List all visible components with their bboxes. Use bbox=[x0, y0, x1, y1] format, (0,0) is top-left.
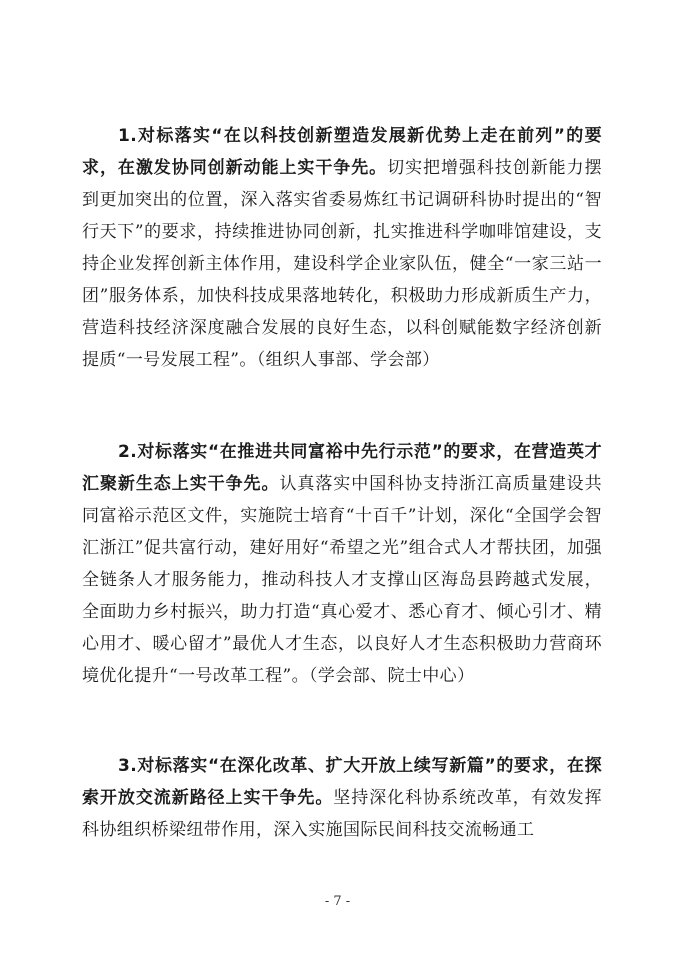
page-number: - 7 - bbox=[324, 894, 351, 909]
paragraph-2 bbox=[82, 436, 602, 692]
paragraph-2-body: 认真落实中国科协支持浙江高质量建设共同富裕示范区文件，实施院士培育“十百千”计划，深化“全国学会智汇浙江”促共富行动，建好用好“希望之光”组合式人才帮扶团，加强全链条人才服务能力，推动科技人才支撑山区海岛县跨越式发展，全面助力乡村振兴，助力打造“真心爱才、悉心育才、倾心引才、精心用才、暖心留才”最优人才生态，以良好人才生态积极助力营商环境优化提升“一号改革工程”。（学会部、院士中心） bbox=[82, 474, 602, 686]
paragraph-3-body: 坚持深化科协系统改革，有效发挥科协组织桥梁纽带作用，深入实施国际民间科技交流畅通工 bbox=[82, 788, 602, 840]
paragraph-1 bbox=[82, 120, 602, 376]
paragraph-3 bbox=[82, 750, 602, 846]
paragraph-2-lead: 2.对标落实“在推进共同富裕中先行示范”的要求，在营造英才汇聚新生态上实干争先。 bbox=[82, 442, 602, 494]
paragraph-1-lead: 1.对标落实“在以科技创新塑造发展新优势上走在前列”的要求，在激发协同创新动能上实干争先。 bbox=[82, 126, 602, 178]
paragraph-3-lead: 3.对标落实“在深化改革、扩大开放上续写新篇”的要求，在探索开放交流新路径上实干争先。 bbox=[82, 756, 602, 808]
paragraph-1-body: 切实把增强科技创新能力摆到更加突出的位置，深入落实省委易炼红书记调研科协时提出的“智行天下”的要求，持续推进协同创新，扎实推进科学咖啡馆建设，支持企业发挥创新主体作用，建设科学企业家队伍，健全“一家三站一团”服务体系，加快科技成果落地转化，积极助力形成新质生产力，营造科技经济深度融合发展的良好生态，以科创赋能数字经济创新提质“一号发展工程”。（组织人事部、学会部） bbox=[82, 158, 602, 370]
